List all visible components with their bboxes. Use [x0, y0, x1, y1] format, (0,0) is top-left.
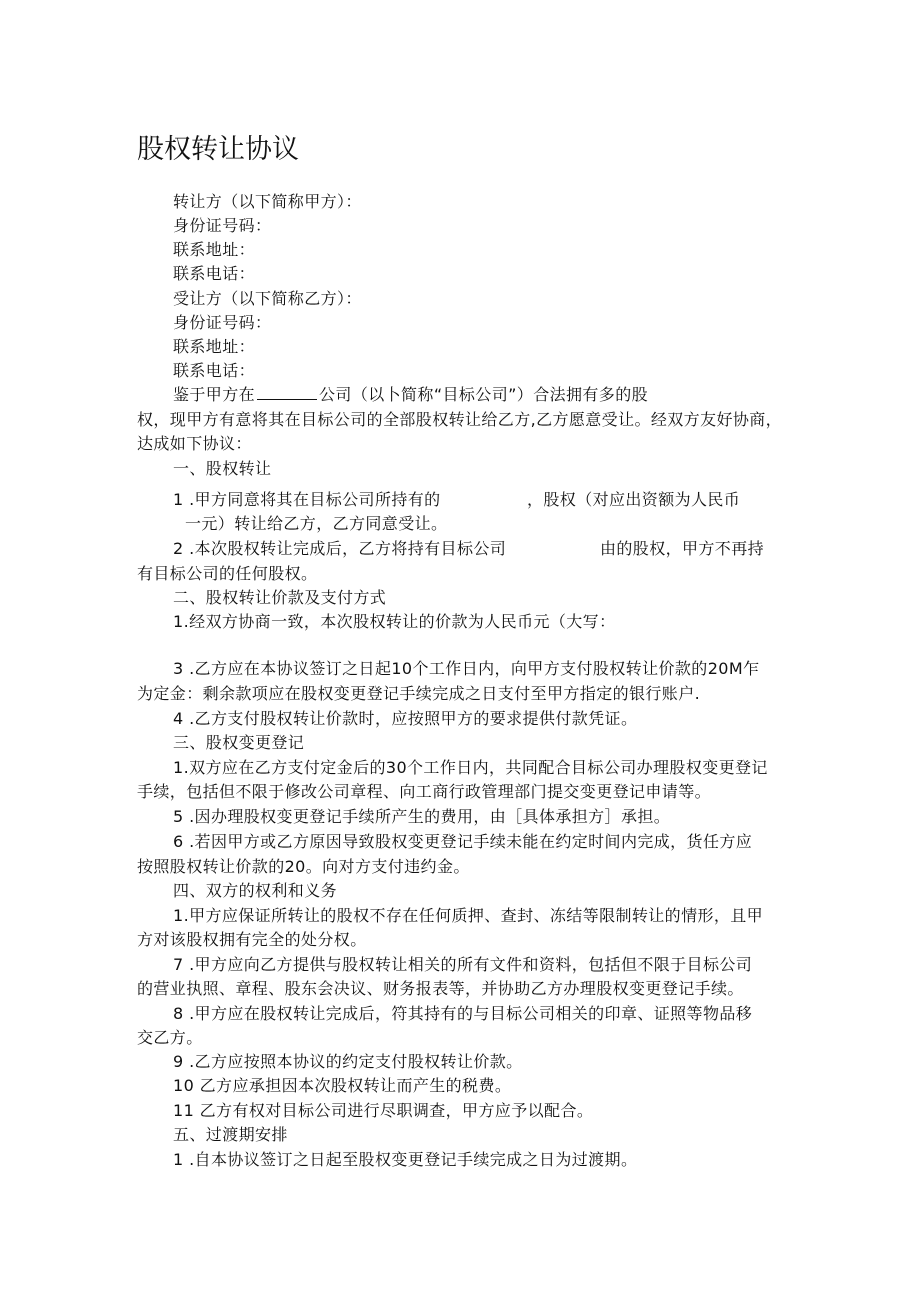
- section-heading: 一、股权转让: [173, 459, 272, 478]
- clause-line: 1.双方应在乙方支付定金后的30个工作日内，共同配合目标公司办理股权变更登记: [173, 758, 768, 777]
- transferor-label: 转让方（以下简称甲方）：: [173, 192, 362, 211]
- clause-line: 1 .甲方同意将其在目标公司所持有的: [173, 490, 441, 509]
- clause-line: 1.经双方协商一致，本次股权转让的价款为人民币元（大写：: [173, 612, 616, 631]
- address-label: 联系地址：: [173, 240, 256, 259]
- phone-label: 联系电话：: [173, 264, 256, 283]
- clause-line: 方对该股权拥有完全的处分权。: [137, 930, 367, 949]
- address-label: 联系地址：: [173, 337, 256, 356]
- clause-line: 1 .自本协议签订之日起至股权变更登记手续完成之日为过渡期。: [173, 1150, 638, 1169]
- clause-line: 10 乙方应承担因本次股权转让而产生的税费。: [173, 1076, 512, 1095]
- clause-line: 5 .因办理股权变更登记手续所产生的费用，由［具体承担方］承担。: [173, 807, 671, 826]
- clause-line: 一元）转让给乙方，乙方同意受让。: [185, 514, 448, 533]
- recital-line: [173, 383, 648, 407]
- clause-line: 有目标公司的任何股权。: [137, 564, 318, 583]
- clause-line: 7 .甲方应向乙方提供与股权转让相关的所有文件和资料，包括但不限于目标公司: [173, 955, 753, 974]
- document-title: 股权转让协议: [137, 134, 299, 165]
- clause-line: 手续，包括但不限于修改公司章程、向工商行政管理部门提交变更登记申请等。: [137, 782, 712, 801]
- clause-line: 交乙方。: [137, 1028, 203, 1047]
- id-number-label: 身份证号码：: [173, 216, 272, 235]
- section-heading: 四、双方的权利和义务: [173, 881, 338, 900]
- clause-line: 按照股权转让价款的20。向对方支付违约金。: [137, 857, 470, 876]
- recital-line: 达成如下协议：: [137, 434, 252, 453]
- section-heading: 三、股权变更登记: [173, 733, 305, 752]
- phone-label: 联系电话：: [173, 361, 256, 380]
- clause-line: 6 .若因甲方或乙方原因导致股权变更登记手续未能在约定时间内完成，货任方应: [173, 832, 753, 851]
- section-heading: 二、股权转让价款及支付方式: [173, 588, 387, 607]
- clause-line: 3 .乙方应在本协议签订之日起10个工作日内，向甲方支付股权转让价款的20M乍: [173, 659, 760, 678]
- clause-line: ，股权（对应出资额为人民币: [527, 490, 741, 509]
- clause-line: 由的股权，甲方不再持: [600, 539, 765, 558]
- clause-line: 2 .本次股权转让完成后，乙方将持有目标公司: [173, 539, 507, 558]
- clause-line: 4 .乙方支付股权转让价款时，应按照甲方的要求提供付款凭证。: [173, 709, 638, 728]
- clause-line: 8 .甲方应在股权转让完成后，符其持有的与目标公司相关的印章、证照等物品移: [173, 1004, 753, 1023]
- clause-line: 9 .乙方应按照本协议的约定支付股权转让价款。: [173, 1052, 523, 1071]
- clause-line: 的营业执照、章程、股东会决议、财务报表等，并协助乙方办理股权变更登记手续。: [137, 979, 744, 998]
- blank-underline: [257, 383, 317, 400]
- section-heading: 五、过渡期安排: [173, 1125, 288, 1144]
- transferee-label: 受让方（以下简称乙方）：: [173, 289, 362, 308]
- recital-line: 权，现甲方有意将其在目标公司的全部股权转让给乙方,乙方愿意受让。经双方友好协商，: [137, 410, 783, 429]
- clause-line: 为定金：剩余款项应在股权变更登记手续完成之日支付至甲方指定的银行账户.: [137, 684, 701, 703]
- clause-line: 11 乙方有权对目标公司进行尽职调查，甲方应予以配合。: [173, 1101, 594, 1120]
- id-number-label: 身份证号码：: [173, 313, 272, 332]
- recital-text: 公司（以卜简称“目标公司”）合法拥有多的股: [319, 385, 648, 404]
- clause-line: 1.甲方应保证所转让的股权不存在任何质押、查封、冻结等限制转让的情形，且甲: [173, 906, 764, 925]
- recital-text: 鉴于甲方在: [173, 385, 256, 404]
